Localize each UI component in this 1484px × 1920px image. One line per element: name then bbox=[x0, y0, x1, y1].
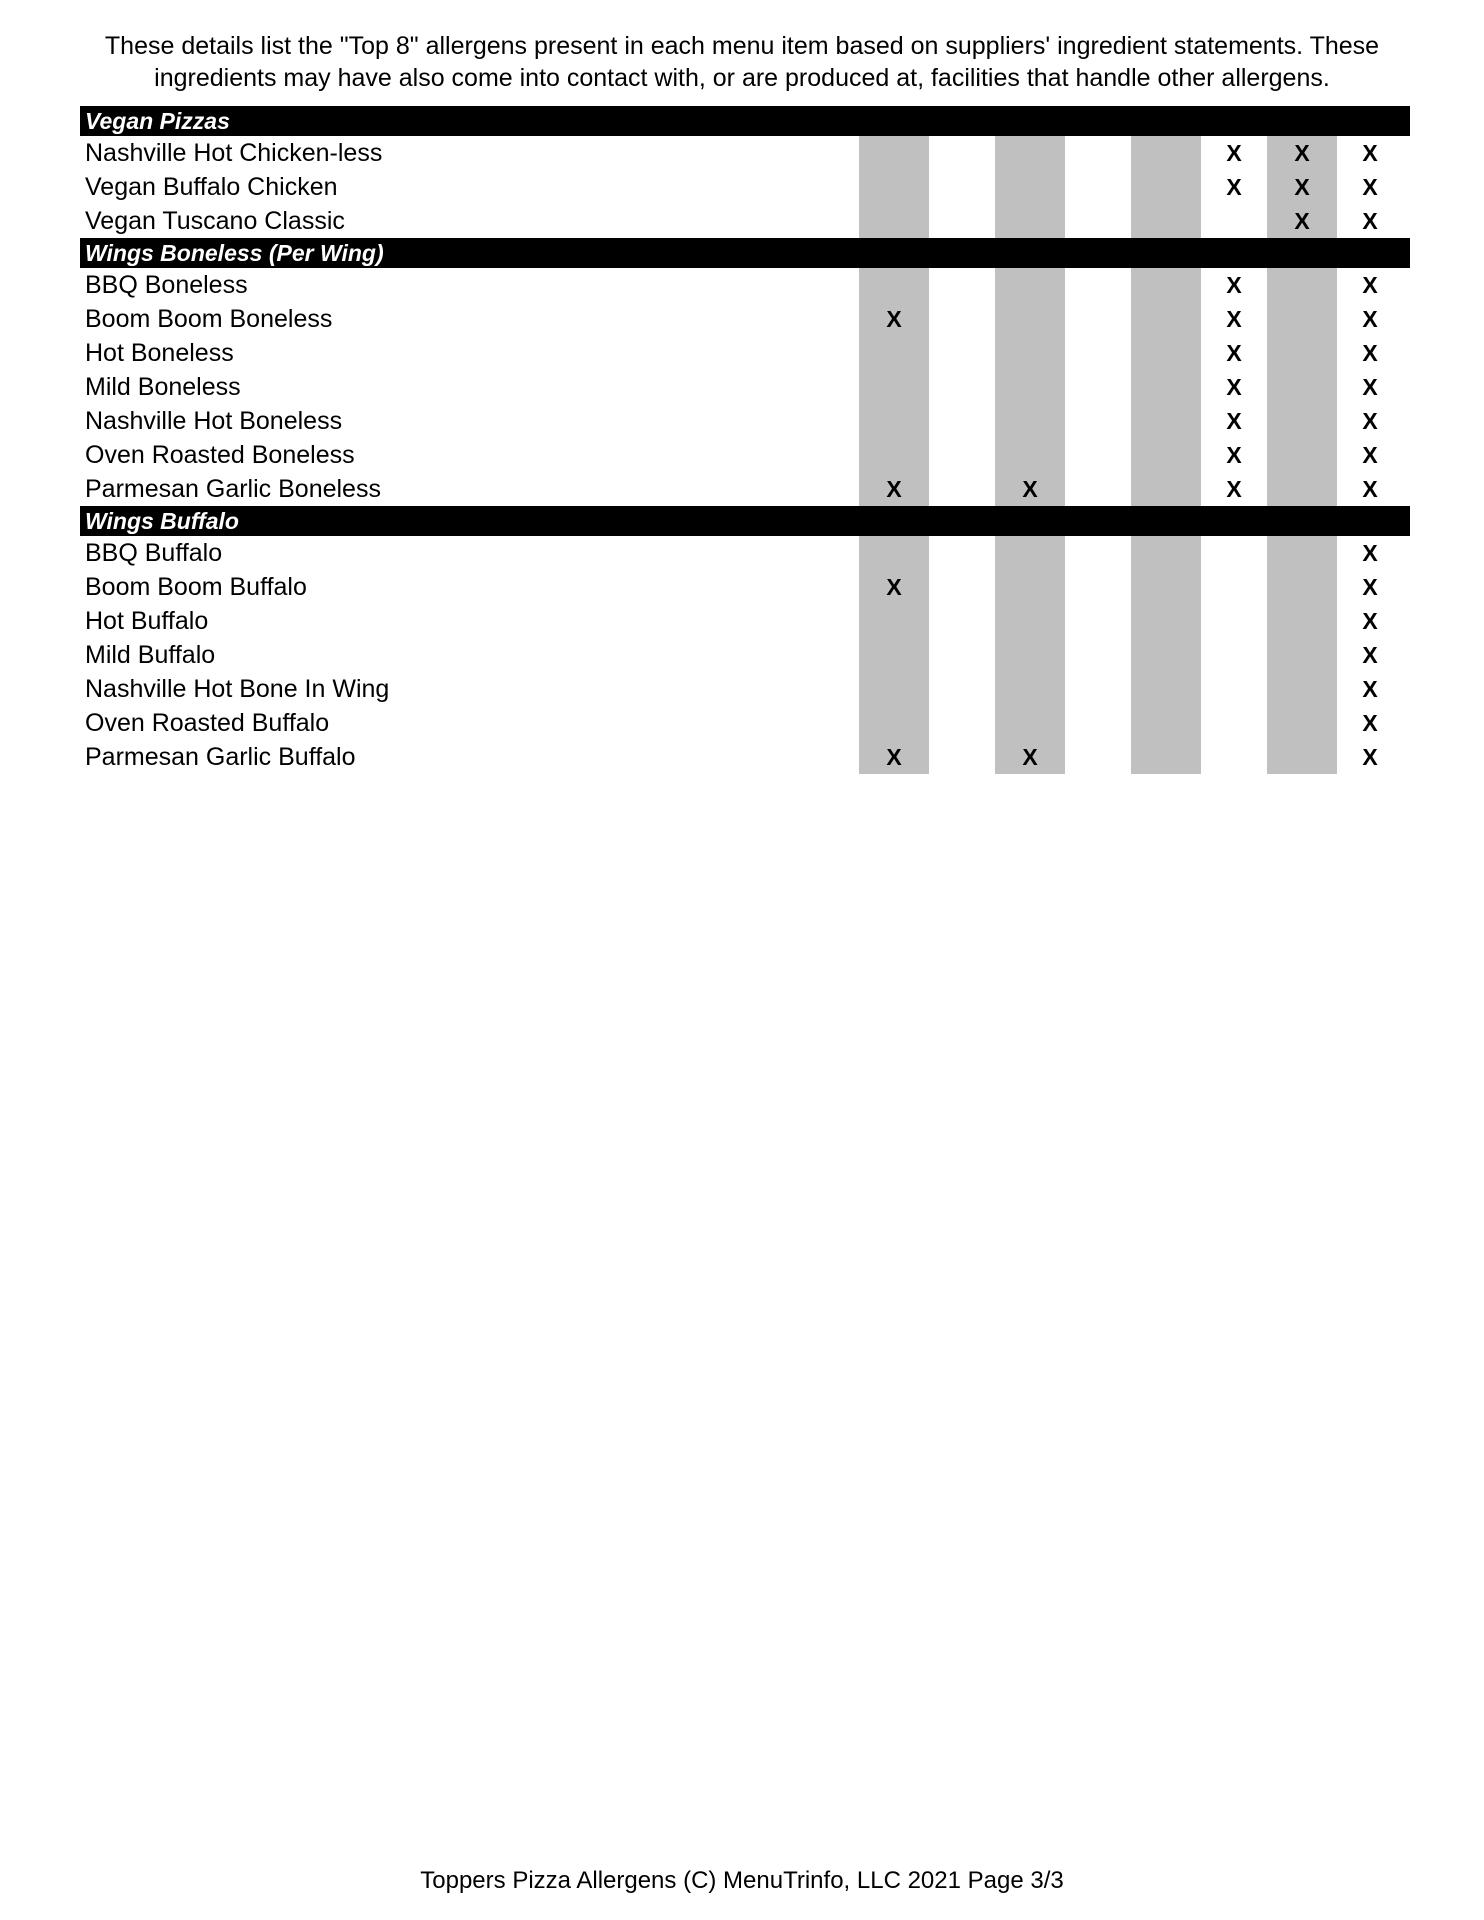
table-row bbox=[80, 472, 1410, 506]
allergen-mark: X bbox=[1226, 272, 1242, 298]
table-row bbox=[80, 302, 1410, 336]
table-row bbox=[80, 740, 1410, 774]
category-header: Vegan Pizzas bbox=[80, 106, 1410, 136]
table-row bbox=[80, 438, 1410, 472]
page-footer: Toppers Pizza Allergens (C) MenuTrinfo, LLC 2021 Page 3/3 bbox=[420, 1867, 1064, 1894]
allergen-mark: X bbox=[1294, 140, 1310, 166]
allergen-mark: X bbox=[1226, 174, 1242, 200]
allergen-mark: X bbox=[1294, 174, 1310, 200]
allergen-mark: X bbox=[1362, 608, 1378, 634]
allergen-mark: X bbox=[886, 744, 902, 770]
allergen-mark: X bbox=[1362, 476, 1378, 502]
table-row bbox=[80, 170, 1410, 204]
allergen-mark: X bbox=[886, 306, 902, 332]
menu-item-name: Nashville Hot Chicken-less bbox=[85, 139, 383, 167]
allergen-mark: X bbox=[1362, 140, 1378, 166]
allergen-mark: X bbox=[1226, 374, 1242, 400]
menu-item-name: Boom Boom Buffalo bbox=[85, 573, 307, 601]
table-row bbox=[80, 204, 1410, 238]
allergen-mark: X bbox=[1362, 374, 1378, 400]
allergen-mark: X bbox=[1294, 208, 1310, 234]
menu-item-name: Vegan Buffalo Chicken bbox=[85, 173, 338, 201]
allergen-mark: X bbox=[1362, 442, 1378, 468]
allergen-mark: X bbox=[1362, 408, 1378, 434]
category-items bbox=[80, 136, 1410, 238]
allergen-mark: X bbox=[1226, 140, 1242, 166]
allergen-mark: X bbox=[1226, 306, 1242, 332]
menu-item-name: Mild Boneless bbox=[85, 373, 241, 401]
allergen-mark: X bbox=[1226, 476, 1242, 502]
allergen-mark: X bbox=[886, 574, 902, 600]
table-row bbox=[80, 536, 1410, 570]
intro-text: These details list the "Top 8" allergens present in each menu item based on suppliers' ingredient statements. These ingredients may have also come into contact with, or are produced at, facilities that handle other allergens. bbox=[104, 32, 1380, 92]
allergen-mark: X bbox=[886, 476, 902, 502]
category-header: Wings Boneless (Per Wing) bbox=[80, 238, 1410, 268]
allergen-table bbox=[80, 106, 1410, 774]
allergen-mark: X bbox=[1362, 540, 1378, 566]
allergen-mark: X bbox=[1226, 408, 1242, 434]
menu-item-name: Vegan Tuscano Classic bbox=[85, 207, 345, 235]
menu-item-name: BBQ Buffalo bbox=[85, 539, 223, 567]
menu-item-name: Hot Buffalo bbox=[85, 607, 209, 635]
menu-item-name: Parmesan Garlic Buffalo bbox=[85, 743, 356, 771]
table-row bbox=[80, 404, 1410, 438]
table-row bbox=[80, 570, 1410, 604]
menu-item-name: Oven Roasted Buffalo bbox=[85, 709, 330, 737]
menu-item-name: Parmesan Garlic Boneless bbox=[85, 475, 381, 503]
allergen-mark: X bbox=[1362, 676, 1378, 702]
table-row bbox=[80, 706, 1410, 740]
category-items bbox=[80, 536, 1410, 774]
category-items bbox=[80, 268, 1410, 506]
menu-item-name: Mild Buffalo bbox=[85, 641, 216, 669]
table-row bbox=[80, 370, 1410, 404]
allergen-mark: X bbox=[1362, 306, 1378, 332]
allergen-mark: X bbox=[1362, 174, 1378, 200]
menu-item-name: Nashville Hot Boneless bbox=[85, 407, 343, 435]
table-row bbox=[80, 136, 1410, 170]
allergen-mark: X bbox=[1022, 476, 1038, 502]
table-row bbox=[80, 672, 1410, 706]
allergen-mark: X bbox=[1362, 642, 1378, 668]
allergen-mark: X bbox=[1226, 340, 1242, 366]
menu-item-name: Oven Roasted Boneless bbox=[85, 441, 355, 469]
menu-item-name: Nashville Hot Bone In Wing bbox=[85, 675, 390, 703]
category-header: Wings Buffalo bbox=[80, 506, 1410, 536]
allergen-mark: X bbox=[1226, 442, 1242, 468]
allergen-mark: X bbox=[1022, 744, 1038, 770]
menu-item-name: BBQ Boneless bbox=[85, 271, 248, 299]
table-row bbox=[80, 638, 1410, 672]
allergen-mark: X bbox=[1362, 744, 1378, 770]
menu-item-name: Boom Boom Boneless bbox=[85, 305, 333, 333]
table-row bbox=[80, 268, 1410, 302]
table-row bbox=[80, 336, 1410, 370]
allergen-mark: X bbox=[1362, 340, 1378, 366]
allergen-mark: X bbox=[1362, 272, 1378, 298]
allergen-mark: X bbox=[1362, 208, 1378, 234]
allergen-mark: X bbox=[1362, 574, 1378, 600]
allergen-mark: X bbox=[1362, 710, 1378, 736]
table-row bbox=[80, 604, 1410, 638]
menu-item-name: Hot Boneless bbox=[85, 339, 234, 367]
